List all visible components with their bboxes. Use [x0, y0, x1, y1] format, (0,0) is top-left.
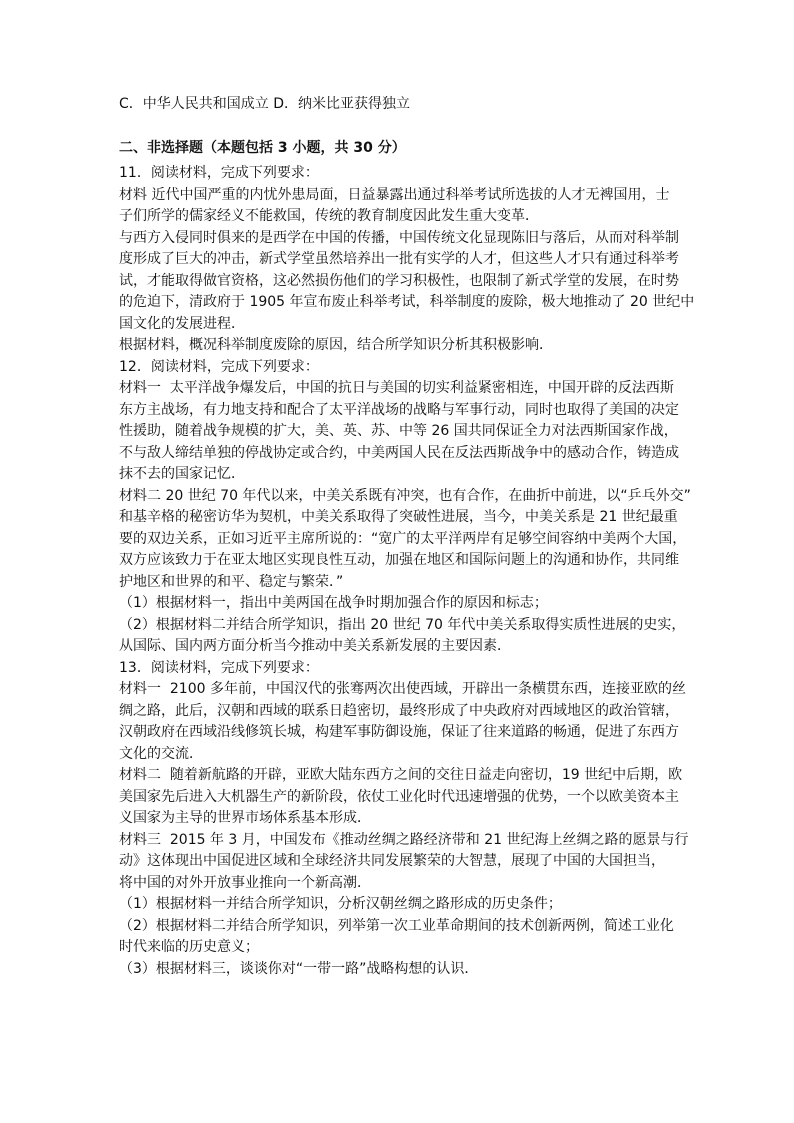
text-line: （1）根据材料一并结合所学知识，分析汉朝丝绸之路形成的历史条件；	[119, 896, 562, 912]
text-line: 材料二 20 世纪 70 年代以来，中美关系既有冲突，也有合作，在曲折中前进，以“乒乓外交”	[119, 487, 691, 504]
text-line: 材料 近代中国严重的内忧外患局面，日益暴露出通过科举考试所选拔的人才无裨国用，士	[119, 186, 670, 203]
text-line: （3）根据材料三，谈谈你对“一带一路”战略构想的认识．	[119, 960, 479, 977]
text-line: 抹不去的国家记忆．	[119, 466, 245, 482]
text-line: 试，才能取得做官资格，这必然损伤他们的学习积极性，也限制了新式学堂的发展，在时势	[119, 272, 679, 289]
text-line: 度形成了巨大的冲击，新式学堂虽然培养出一批有实学的人才，但这些人才只有通过科举考	[119, 251, 679, 267]
text-line: 护地区和世界的和平、稳定与繁荣．”	[119, 573, 344, 590]
text-line: 美国家先后进入大机器生产的新阶段，依仗工业化时代迅速增强的优势，一个以欧美资本主	[119, 788, 679, 805]
document-page	[119, 94, 695, 980]
text-line: 子们所学的儒家经义不能救国，传统的教育制度因此发生重大变革．	[119, 208, 539, 224]
multiple-choice-options: C．中华人民共和国成立 D．纳米比亚获得独立	[119, 96, 411, 112]
text-line: 材料二 随着新航路的开辟，亚欧大陆东西方之间的交往日益走向密切，19 世纪中后期，欧	[119, 767, 683, 783]
text-line: 义国家为主导的世界市场体系基本形成．	[119, 810, 371, 826]
text-line: 从国际、国内两方面分析当今推动中美关系新发展的主要因素．	[119, 638, 511, 654]
text-line: 性援助，随着战争规模的扩大，美、英、苏、中等 26 国共同保证全力对法西斯国家作战，	[119, 423, 678, 439]
text-line: 的危迫下，清政府于 1905 年宣布废止科举考试，科举制度的废除，极大地推动了 20 世纪中	[119, 294, 695, 310]
text-line: 13．阅读材料，完成下列要求：	[119, 659, 319, 676]
text-line: 11．阅读材料，完成下列要求：	[119, 165, 319, 181]
text-line: 材料一 2100 多年前，中国汉代的张骞两次出使西域，开辟出一条横贯东西，连接亚欧的丝	[119, 681, 686, 697]
text-line: 与西方入侵同时俱来的是西学在中国的传播，中国传统文化显现陈旧与落后，从而对科举制	[119, 229, 679, 246]
text-line: 材料一 太平洋战争爆发后，中国的抗日与美国的切实利益紧密相连，中国开辟的反法西斯	[119, 380, 674, 396]
section-title: 二、非选择题（本题包括 3 小题，共 30 分）	[119, 139, 406, 156]
text-line: 不与敌人缔结单独的停战协定或合约，中美两国人民在反法西斯战争中的感动合作，铸造成	[119, 444, 679, 461]
text-line: （2）根据材料二并结合所学知识，指出 20 世纪 70 年代中美关系取得实质性进展的史实，	[119, 616, 686, 633]
text-line: 时代来临的历史意义；	[119, 939, 259, 955]
text-line: 材料三 2015 年 3 月，中国发布《推动丝绸之路经济带和 21 世纪海上丝绸之路的愿景与行	[119, 831, 689, 848]
text-line: 12．阅读材料，完成下列要求：	[119, 358, 319, 375]
text-line: 国文化的发展进程．	[119, 315, 245, 332]
text-line: 东方主战场，有力地支持和配合了太平洋战场的战略与军事行动，同时也取得了美国的决定	[119, 401, 679, 418]
text-line: 要的双边关系，正如习近平主席所说的：“宽广的太平洋两岸有足够空间容纳中美两个大国，	[119, 530, 687, 547]
text-line: 根据材料，概况科举制度废除的原因，结合所学知识分析其积极影响．	[119, 337, 553, 353]
text-line: 双方应该致力于在亚太地区实现良性互动，加强在地区和国际问题上的沟通和协作，共同维	[119, 552, 679, 568]
text-line: 绸之路，此后，汉朝和西域的联系日趋密切，最终形成了中央政府对西域地区的政治管辖，	[119, 702, 679, 719]
text-line: 动》这体现出中国促进区域和全球经济共同发展繁荣的大智慧，展现了中国的大国担当，	[119, 853, 665, 869]
text-line: 将中国的对外开放事业推向一个新高潮．	[119, 874, 371, 891]
text-line: 文化的交流．	[119, 745, 203, 762]
spacer	[119, 116, 679, 138]
question-body	[119, 163, 695, 980]
text-line: 和基辛格的秘密访华为契机，中美关系取得了突破性进展，当今，中美关系是 21 世纪最重	[119, 509, 678, 525]
text-line: （1）根据材料一，指出中美两国在战争时期加强合作的原因和标志；	[119, 595, 548, 611]
text-line: 汉朝政府在西域沿线修筑长城，构建军事防御设施，保证了往来道路的畅通，促进了东西方	[119, 724, 679, 740]
text-line: （2）根据材料二并结合所学知识，列举第一次工业革命期间的技术创新两例，简述工业化	[119, 917, 674, 934]
